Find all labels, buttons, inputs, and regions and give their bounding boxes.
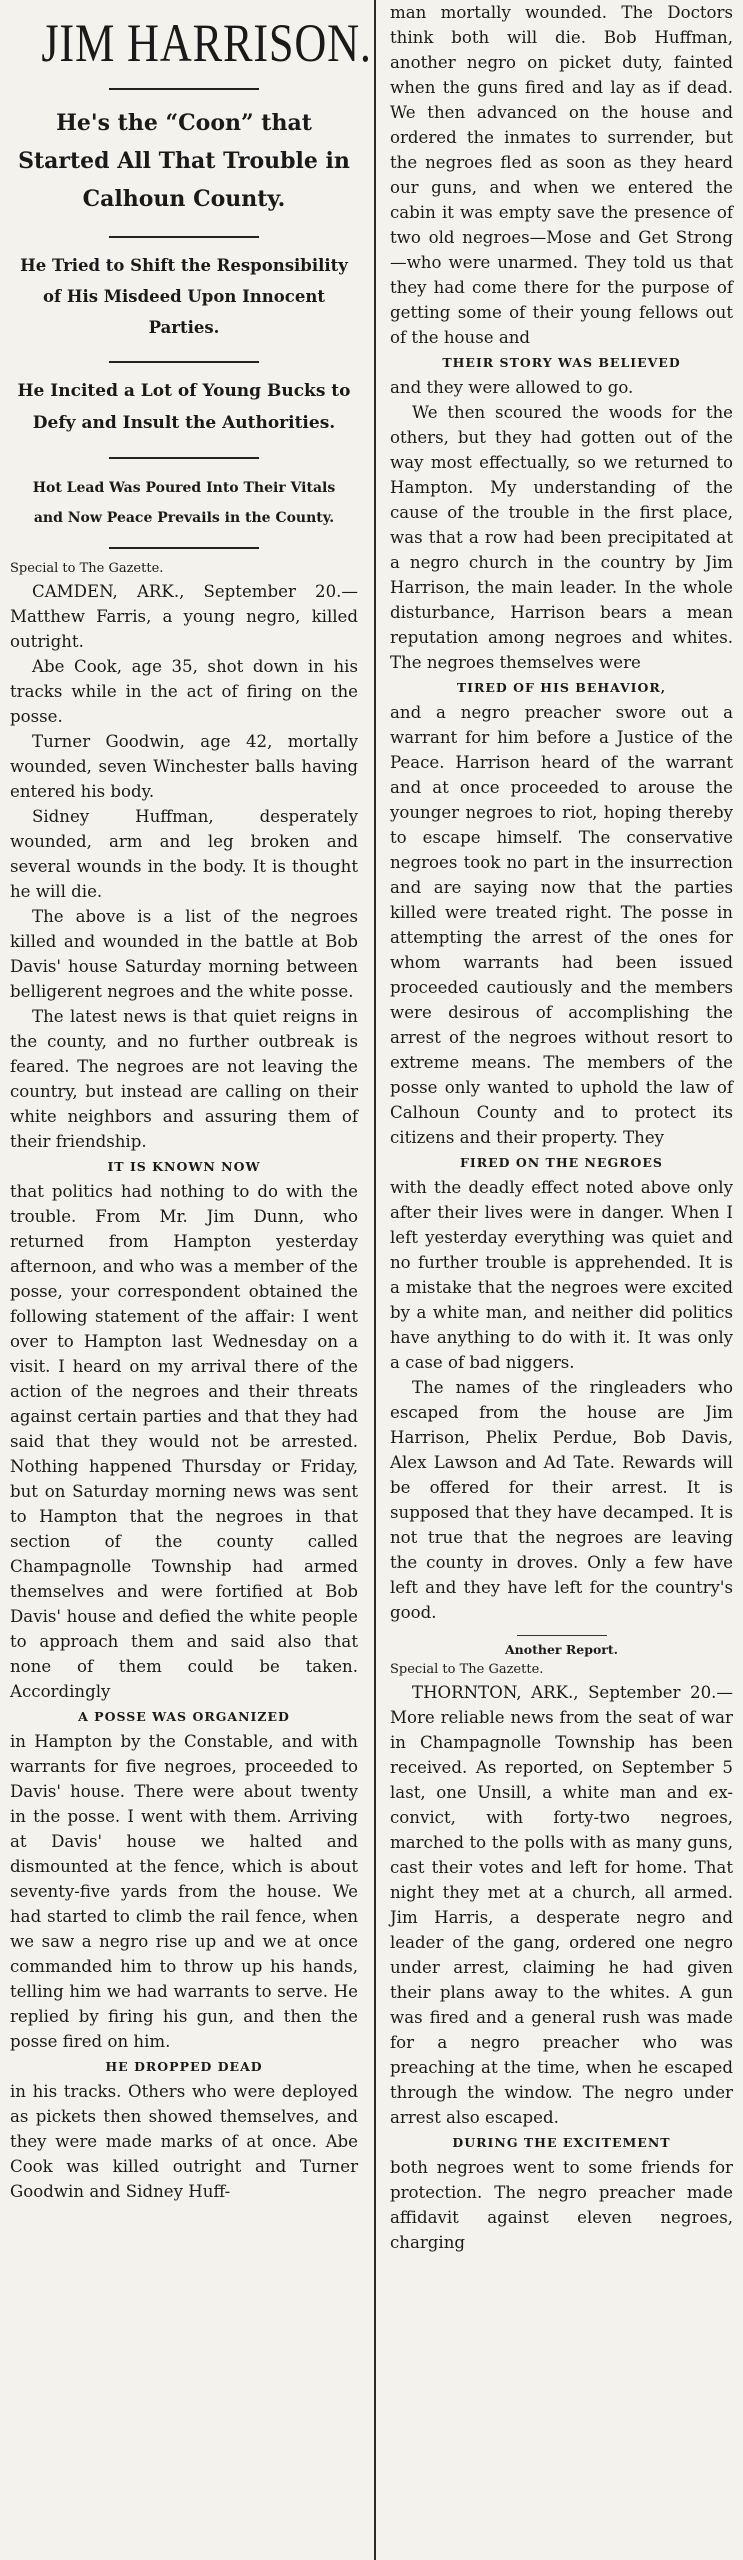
story-body-right — [390, 0, 733, 2255]
paragraph: with the deadly effect noted above only after their lives were in danger. When I left yesterday everything was quiet and no further trouble is apprehended. It is a mistake that the negroes were excited by a white man, and neither did politics have anything to do with it. It was only a case of bad niggers. — [390, 1178, 733, 1372]
story-body-left — [10, 559, 358, 2204]
dateline: Special to The Gazette. — [10, 561, 164, 576]
paragraph: THORNTON, ARK., September 20.—More reliable news from the seat of war in Champagnolle Township has been received. As reported, on September 5 last, one Unsill, a white man and ex-convict, with forty-two negroes, marched to the polls with as many guns, cast their votes and left for home. That night they met at a church, all armed. Jim Harris, a desperate negro and leader of the gang, ordered one negro under arrest, claiming he had given their plans away to the whites. A gun was fired and a general rush was made for a negro preacher who was preaching at the time, when he escaped through the window. The negro under arrest also escaped. — [390, 1683, 733, 2127]
column-rule — [374, 0, 376, 2560]
subhead: FIRED ON THE NEGROES — [460, 1155, 663, 1170]
story-separator — [517, 1635, 607, 1636]
paragraph: We then scoured the woods for the others, but they had gotten out of the way most effectually, so we returned to Hampton. My understanding of the cause of the trouble in the first place, was that a row had been precipitated at a negro church in the country by Jim Harrison, the main leader. In the whole disturbance, Harrison bears a mean reputation among negroes and whites. The negroes themselves were — [390, 403, 733, 672]
deck-rule-2 — [109, 361, 259, 363]
paragraph: Abe Cook, age 35, shot down in his tracks while in the act of firing on the posse. — [10, 657, 358, 726]
deck-2: He Tried to Shift the Responsibility of His Misdeed Upon Innocent Parties. — [20, 256, 348, 337]
subhead: TIRED OF HIS BEHAVIOR, — [456, 680, 667, 695]
paragraph: The names of the ringleaders who escaped from the house are Jim Harrison, Phelix Perdue, Bob Davis, Alex Lawson and Ad Tate. Rewards will be offered for their arrest. It is supposed that they have decamped. It is not true that the negroes are leaving the county in droves. Only a few have left and they have left for the country's good. — [390, 1378, 733, 1622]
paragraph: and they were allowed to go. — [390, 378, 634, 397]
paragraph: that politics had nothing to do with the trouble. From Mr. Jim Dunn, who returned from Hampton yesterday afternoon, and who was a member of the posse, your correspondent obtained the following statement of the affair: I went over to Hampton last Wednesday on a visit. I heard on my arrival there of the action of the negroes and their threats against certain parties and that they had said that they would not be arrested. Nothing happened Thursday or Friday, but on Saturday morning news was sent to Hampton that the negroes in that section of the county called Champagnolle Township had armed themselves and were fortified at Bob Davis' house and defied the white people to approach them and said also that none of them could be taken. Accordingly — [10, 1182, 358, 1701]
deck-1: He's the “Coon” that Started All That Trouble in Calhoun County. — [18, 110, 350, 212]
paragraph: The latest news is that quiet reigns in the county, and no further outbreak is feared. The negroes are not leaving the country, but instead are calling on their white neighbors and assuring them of their friendship. — [10, 1007, 358, 1151]
deck-4: Hot Lead Was Poured Into Their Vitals and Now Peace Prevails in the County. — [32, 480, 336, 526]
deck-rule-3 — [109, 457, 259, 459]
headline-rule — [109, 88, 259, 90]
subhead: IT IS KNOWN NOW — [107, 1159, 261, 1174]
headline: JIM HARRISON. — [41, 13, 372, 73]
paragraph: The above is a list of the negroes killed and wounded in the battle at Bob Davis' house Saturday morning between belligerent negroes and the white posse. — [10, 907, 358, 1001]
paragraph: both negroes went to some friends for protection. The negro preacher made affidavit against eleven negroes, charging — [390, 2158, 733, 2252]
paragraph: man mortally wounded. The Doctors think both will die. Bob Huffman, another negro on picket duty, fainted when the guns fired and lay as if dead. We then advanced on the house and ordered the inmates to surrender, but the negroes fled as soon as they heard our guns, and when we entered the cabin it was empty save the presence of two old negroes—Mose and Get Strong—who were unarmed. They told us that they had come there for the purpose of getting some of their young fellows out of the house and — [390, 3, 733, 347]
subhead: DURING THE EXCITEMENT — [452, 2135, 671, 2150]
paragraph: Sidney Huffman, desperately wounded, arm and leg broken and several wounds in the body. It is thought he will die. — [10, 807, 358, 901]
paragraph: Turner Goodwin, age 42, mortally wounded, seven Winchester balls having entered his body. — [10, 732, 358, 801]
paragraph: CAMDEN, ARK., September 20.—Matthew Farris, a young negro, killed outright. — [10, 582, 358, 651]
deck-3: He Incited a Lot of Young Bucks to Defy and Insult the Authorities. — [17, 381, 351, 433]
subhead: A POSSE WAS ORGANIZED — [78, 1709, 290, 1724]
subhead: HE DROPPED DEAD — [105, 2059, 263, 2074]
deck-rule-4 — [109, 547, 259, 549]
paragraph: in Hampton by the Constable, and with warrants for five negroes, proceeded to Davis' house. There were about twenty in the posse. I went with them. Arriving at Davis' house we halted and dismounted at the fence, which is about seventy-five yards from the house. We had started to climb the rail fence, when we saw a negro rise up and we at once commanded him to throw up his hands, telling him we had warrants to serve. He replied by firing his gun, and then the posse fired on him. — [10, 1732, 358, 2051]
paragraph: and a negro preacher swore out a warrant for him before a Justice of the Peace. Harrison heard of the warrant and at once proceeded to arouse the younger negroes to riot, hoping thereby to escape himself. The conservative negroes took no part in the insurrection and are saying now that the parties killed were treated right. The posse in attempting the arrest of the ones for whom warrants had been issued proceeded cautiously and the members were desirous of accomplishing the arrest of the negroes without resort to extreme means. The members of the posse only wanted to uphold the law of Calhoun County and to protect its citizens and their property. They — [390, 703, 733, 1147]
paragraph: in his tracks. Others who were deployed as pickets then showed themselves, and they were made marks of at once. Abe Cook was killed outright and Turner Goodwin and Sidney Huff- — [10, 2082, 358, 2201]
subhead: THEIR STORY WAS BELIEVED — [442, 355, 681, 370]
dateline: Special to The Gazette. — [390, 1662, 544, 1677]
deck-rule-1 — [109, 236, 259, 238]
right-column — [380, 0, 743, 2560]
second-report-head: Another Report. — [504, 1642, 618, 1657]
